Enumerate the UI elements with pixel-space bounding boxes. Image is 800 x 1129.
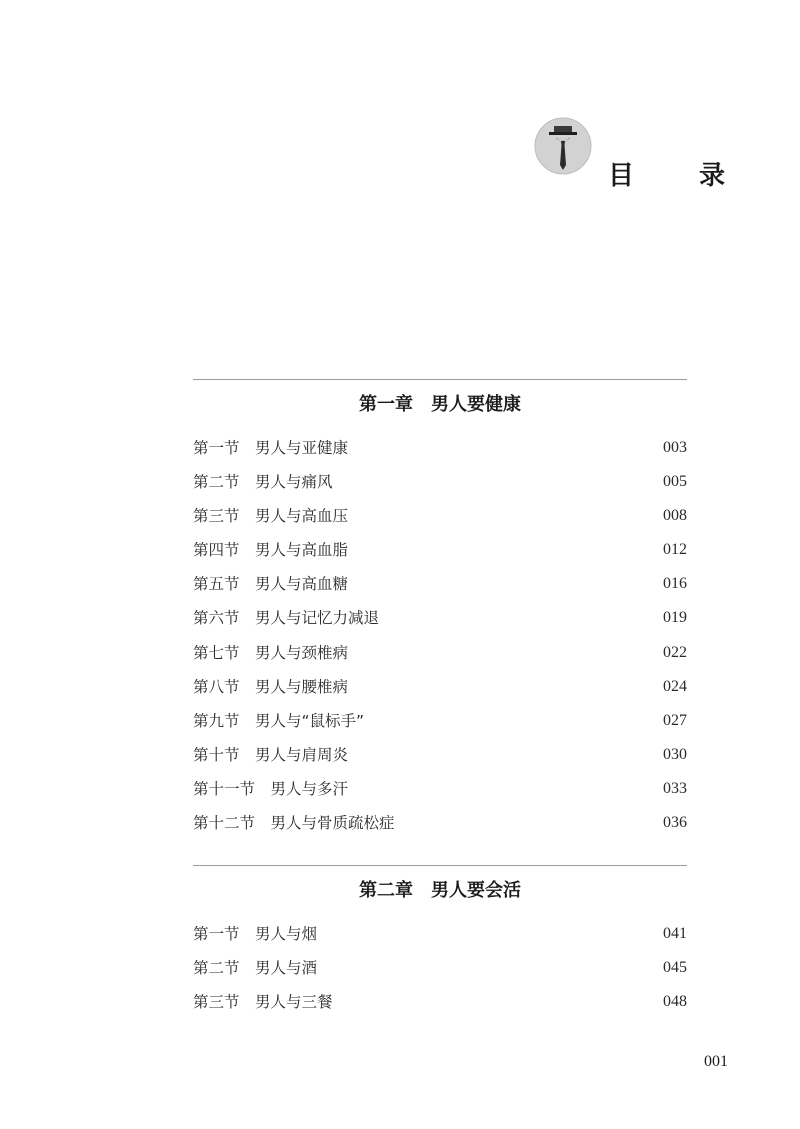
toc-entry-page: 048 <box>663 993 687 1011</box>
toc-entry-page: 012 <box>663 541 687 559</box>
toc-entry-page: 036 <box>663 814 687 832</box>
toc-entry[interactable] <box>193 574 687 608</box>
toc-entry[interactable] <box>193 813 687 847</box>
toc-entry-title: 第六节 男人与记忆力减退 <box>193 609 380 628</box>
chapter-2 <box>193 865 687 1026</box>
toc-entry-page: 003 <box>663 439 687 456</box>
toc-entry-title: 第三节 男人与高血压 <box>193 507 349 526</box>
toc-entry-page: 005 <box>663 473 687 491</box>
toc-entry[interactable] <box>193 506 687 540</box>
toc-entry-title: 第九节 男人与“鼠标手” <box>193 711 365 730</box>
toc-entry[interactable] <box>193 472 687 506</box>
toc-entry-page: 041 <box>663 925 687 942</box>
toc-entry-page: 019 <box>663 609 687 627</box>
toc-entry-page: 033 <box>663 779 687 797</box>
toc-entry-page: 016 <box>663 575 687 593</box>
toc-entry[interactable] <box>193 608 687 642</box>
toc-entry-title: 第十二节 男人与骨质疏松症 <box>193 814 395 833</box>
toc-entry-page: 030 <box>663 745 687 763</box>
toc-entry-title: 第十节 男人与肩周炎 <box>193 745 349 764</box>
toc-entry-title: 第三节 男人与三餐 <box>193 993 333 1012</box>
chapter-heading: 第一章 男人要健康 <box>359 394 521 415</box>
toc-entry-title: 第七节 男人与颈椎病 <box>193 643 349 662</box>
toc-entry-title: 第一节 男人与亚健康 <box>193 439 349 457</box>
toc-entry[interactable] <box>193 711 687 745</box>
toc-entry-page: 045 <box>663 959 687 977</box>
toc-entry-page: 022 <box>663 643 687 661</box>
toc-entry[interactable] <box>193 779 687 813</box>
toc-entry-title: 第二节 男人与酒 <box>193 959 318 978</box>
chapter-1 <box>193 379 687 847</box>
toc-entry-title: 第二节 男人与痛风 <box>193 473 333 492</box>
toc-entry[interactable] <box>193 958 687 992</box>
toc-entry-title: 第四节 男人与高血脂 <box>193 541 349 560</box>
toc-entry-title: 第五节 男人与高血糖 <box>193 575 349 594</box>
hat-and-tie-icon <box>534 117 592 175</box>
toc-entry[interactable] <box>193 677 687 711</box>
toc-entry-page: 008 <box>663 507 687 525</box>
chapter-divider <box>193 865 687 866</box>
toc-entry[interactable] <box>193 643 687 677</box>
toc-entry-title: 第十一节 男人与多汗 <box>193 779 349 798</box>
page-title: 目 录 <box>608 161 754 191</box>
chapter-heading: 第二章 男人要会活 <box>359 880 521 901</box>
toc-entry[interactable] <box>193 992 687 1026</box>
page-number: 001 <box>704 1053 728 1070</box>
toc-entry-page: 027 <box>663 711 687 729</box>
toc-entry-page: 024 <box>663 677 687 695</box>
toc-entry[interactable] <box>193 438 687 472</box>
toc-entry[interactable] <box>193 540 687 574</box>
toc-entry[interactable] <box>193 745 687 779</box>
toc-entry[interactable] <box>193 924 687 958</box>
toc-entry-title: 第八节 男人与腰椎病 <box>193 677 349 696</box>
toc-entry-title: 第一节 男人与烟 <box>193 925 318 943</box>
chapter-divider <box>193 379 687 380</box>
